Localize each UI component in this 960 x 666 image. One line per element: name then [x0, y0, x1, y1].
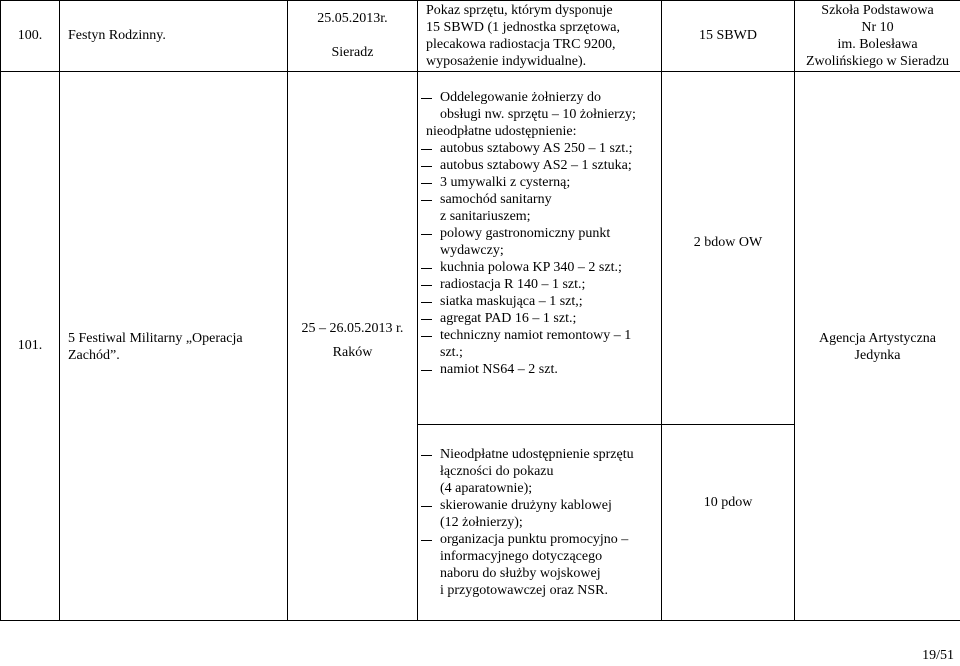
list-item: organizacja punktu promocyjno – [440, 531, 661, 548]
organizer-line: Jedynka [854, 348, 901, 363]
event-date: 25.05.2013r. [317, 11, 388, 26]
list-item: samochód sanitarny [440, 191, 661, 208]
list-item-cont: łączności do pokazu [440, 464, 554, 479]
list-item: 3 umywalki z cysterną; [440, 174, 661, 191]
organizer [795, 72, 960, 621]
list-item: autobus sztabowy AS 250 – 1 szt.; [440, 140, 661, 157]
list-item: polowy gastronomiczny punkt [440, 225, 661, 242]
organizer-line: Agencja Artystyczna [818, 331, 936, 346]
intro-line: obsługi nw. sprzętu – 10 żołnierzy; [440, 107, 636, 122]
list-item: Nieodpłatne udostępnienie sprzętu [440, 446, 661, 463]
event-name: Festyn Rodzinny. [60, 1, 288, 72]
table-row-101 [1, 72, 960, 425]
event-description [418, 72, 662, 425]
event-place: Sieradz [331, 45, 374, 60]
list-item: skierowanie drużyny kablowej [440, 497, 661, 514]
list-item-cont: (4 aparatownie); [440, 481, 533, 496]
list-item-cont: z sanitariuszem; [440, 209, 531, 224]
description-line: plecakowa radiostacja TRC 9200, [426, 37, 616, 52]
row-number: 101. [1, 72, 60, 621]
description-line: Pokaz sprzętu, którym dysponuje [426, 3, 613, 18]
organizer-line: Nr 10 [861, 20, 894, 35]
description-line: 15 SBWD (1 jednostka sprzętowa, [426, 20, 621, 35]
organizer-line: Szkoła Podstawowa [821, 3, 934, 18]
row-number: 100. [1, 1, 60, 72]
event-date: 25 – 26.05.2013 r. [301, 321, 404, 336]
intro-line: Oddelegowanie żołnierzy do [440, 89, 661, 106]
organizer-line: im. Bolesława [837, 37, 918, 52]
page-number: 19/51 [922, 648, 954, 663]
list-item: autobus sztabowy AS2 – 1 sztuka; [440, 157, 661, 174]
list-item: radiostacja R 140 – 1 szt.; [440, 276, 661, 293]
event-date-place [288, 72, 418, 621]
event-name-line: Zachód”. [68, 348, 120, 363]
organizer [795, 1, 960, 72]
event-name-line: 5 Festiwal Militarny „Operacja [68, 331, 243, 346]
event-description [418, 1, 662, 72]
organizer-line: Zwolińskiego w Sieradzu [805, 54, 950, 69]
list-item: kuchnia polowa KP 340 – 2 szt.; [440, 259, 661, 276]
list-item: agregat PAD 16 – 1 szt.; [440, 310, 661, 327]
list-item-cont: i przygotowawczej oraz NSR. [440, 583, 608, 598]
list-item-cont: wydawczy; [440, 243, 504, 258]
support-list [418, 446, 661, 599]
list-item: siatka maskująca – 1 szt,; [440, 293, 661, 310]
list-item-cont: naboru do służby wojskowej [440, 566, 601, 581]
forces: 2 bdow OW [662, 72, 795, 425]
list-item-cont: szt.; [440, 345, 463, 360]
forces: 15 SBWD [662, 1, 795, 72]
intro-line: nieodpłatne udostępnienie: [426, 124, 577, 139]
event-date-place [288, 1, 418, 72]
list-item: namiot NS64 – 2 szt. [440, 361, 661, 378]
table-row-100 [1, 1, 960, 72]
intro-list [418, 89, 661, 123]
list-item-cont: informacyjnego dotyczącego [440, 549, 603, 564]
forces: 10 pdow [662, 425, 795, 621]
list-item: techniczny namiot remontowy – 1 [440, 327, 661, 344]
list-item-cont: (12 żołnierzy); [440, 515, 523, 530]
description-line: wyposażenie indywidualne). [426, 54, 587, 69]
event-description-2 [418, 425, 662, 621]
equipment-list [418, 140, 661, 378]
event-place: Raków [332, 345, 373, 360]
event-name [60, 72, 288, 621]
